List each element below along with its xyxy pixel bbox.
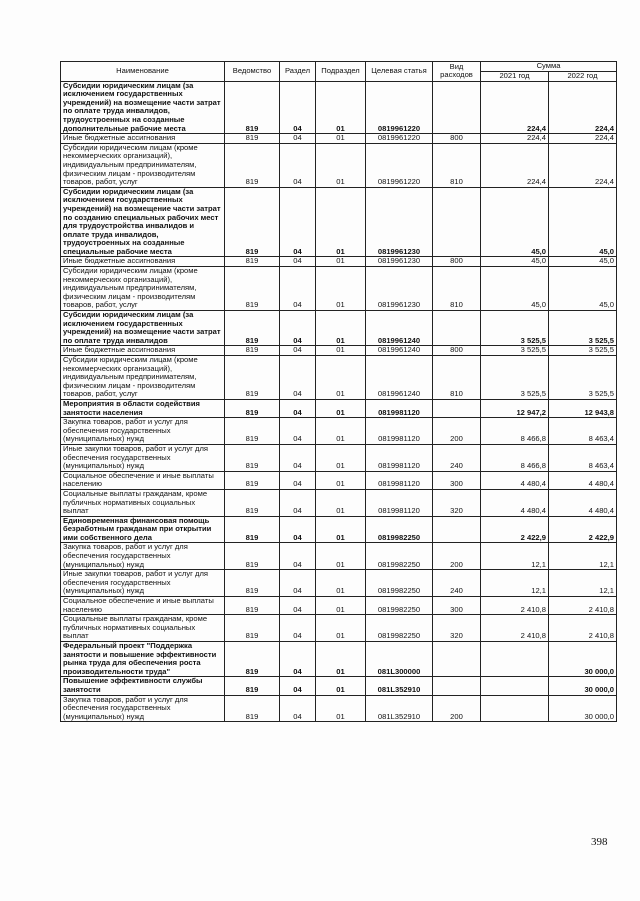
row-target-article: 081L352910 bbox=[366, 677, 433, 695]
row-vedomstvo: 819 bbox=[225, 444, 280, 471]
table-row bbox=[61, 311, 617, 346]
row-sum-2021: 12,1 bbox=[481, 543, 549, 570]
row-target-article: 0819982250 bbox=[366, 597, 433, 615]
row-vedomstvo: 819 bbox=[225, 471, 280, 489]
header-target-article: Целевая статья bbox=[366, 62, 433, 82]
table-row bbox=[61, 570, 617, 597]
row-target-article: 0819961220 bbox=[366, 143, 433, 187]
row-target-article: 0819961220 bbox=[366, 134, 433, 144]
table-row bbox=[61, 143, 617, 187]
row-vedomstvo: 819 bbox=[225, 143, 280, 187]
row-sum-2022: 3 525,5 bbox=[549, 311, 617, 346]
row-podrazdel: 01 bbox=[316, 444, 366, 471]
row-sum-2021: 2 410,8 bbox=[481, 615, 549, 642]
table-row bbox=[61, 615, 617, 642]
budget-table bbox=[60, 61, 617, 722]
row-target-article: 0819961240 bbox=[366, 311, 433, 346]
table-body bbox=[61, 81, 617, 722]
table-row bbox=[61, 187, 617, 257]
row-sum-2022: 12,1 bbox=[549, 570, 617, 597]
header-sum: Сумма bbox=[481, 62, 617, 72]
row-razdel: 04 bbox=[280, 597, 316, 615]
row-vedomstvo: 819 bbox=[225, 134, 280, 144]
row-expense-type: 200 bbox=[433, 543, 481, 570]
row-podrazdel: 01 bbox=[316, 695, 366, 722]
row-expense-type bbox=[433, 516, 481, 543]
row-name: Федеральный проект "Поддержка занятости и повышение эффективности рынка труда для обеспечения роста производительности труда" bbox=[61, 642, 225, 677]
row-podrazdel: 01 bbox=[316, 543, 366, 570]
row-sum-2022: 3 525,5 bbox=[549, 346, 617, 356]
row-sum-2021: 224,4 bbox=[481, 143, 549, 187]
table-row bbox=[61, 597, 617, 615]
row-sum-2022: 2 410,8 bbox=[549, 597, 617, 615]
row-podrazdel: 01 bbox=[316, 267, 366, 311]
row-vedomstvo: 819 bbox=[225, 642, 280, 677]
row-expense-type: 810 bbox=[433, 267, 481, 311]
row-sum-2021: 4 480,4 bbox=[481, 471, 549, 489]
row-razdel: 04 bbox=[280, 418, 316, 445]
row-name: Социальные выплаты гражданам, кроме публичных нормативных социальных выплат bbox=[61, 489, 225, 516]
row-sum-2021: 224,4 bbox=[481, 134, 549, 144]
row-sum-2021: 224,4 bbox=[481, 81, 549, 134]
row-name: Иные закупки товаров, работ и услуг для обеспечения государственных (муниципальных) нужд bbox=[61, 570, 225, 597]
row-razdel: 04 bbox=[280, 444, 316, 471]
row-target-article: 0819961230 bbox=[366, 257, 433, 267]
row-razdel: 04 bbox=[280, 543, 316, 570]
row-target-article: 0819981120 bbox=[366, 399, 433, 417]
row-podrazdel: 01 bbox=[316, 597, 366, 615]
row-expense-type bbox=[433, 311, 481, 346]
row-razdel: 04 bbox=[280, 267, 316, 311]
header-vedomstvo: Ведомство bbox=[225, 62, 280, 82]
row-expense-type: 300 bbox=[433, 471, 481, 489]
row-vedomstvo: 819 bbox=[225, 311, 280, 346]
row-razdel: 04 bbox=[280, 311, 316, 346]
row-sum-2021: 45,0 bbox=[481, 267, 549, 311]
row-sum-2022: 45,0 bbox=[549, 267, 617, 311]
row-razdel: 04 bbox=[280, 187, 316, 257]
row-vedomstvo: 819 bbox=[225, 81, 280, 134]
row-expense-type: 810 bbox=[433, 356, 481, 400]
row-podrazdel: 01 bbox=[316, 489, 366, 516]
row-razdel: 04 bbox=[280, 81, 316, 134]
row-vedomstvo: 819 bbox=[225, 677, 280, 695]
row-name: Субсидии юридическим лицам (кроме некоммерческих организаций), индивидуальным предпринимателям, физическим лицам - производителям товаров, работ, услуг bbox=[61, 267, 225, 311]
row-vedomstvo: 819 bbox=[225, 257, 280, 267]
row-sum-2022: 2 422,9 bbox=[549, 516, 617, 543]
row-vedomstvo: 819 bbox=[225, 570, 280, 597]
row-sum-2021: 8 466,8 bbox=[481, 444, 549, 471]
row-razdel: 04 bbox=[280, 516, 316, 543]
row-expense-type bbox=[433, 81, 481, 134]
row-expense-type bbox=[433, 677, 481, 695]
row-name: Единовременная финансовая помощь безработным гражданам при открытии ими собственного дела bbox=[61, 516, 225, 543]
row-sum-2021: 4 480,4 bbox=[481, 489, 549, 516]
row-name: Иные бюджетные ассигнования bbox=[61, 346, 225, 356]
table-row bbox=[61, 81, 617, 134]
row-razdel: 04 bbox=[280, 570, 316, 597]
row-razdel: 04 bbox=[280, 677, 316, 695]
row-name: Субсидии юридическим лицам (за исключением государственных учреждений) на возмещение части затрат по созданию специальных рабочих мест для трудоустройства инвалидов и оплате труда инвалидов, трудоустроенных на созданные специальные рабочие места bbox=[61, 187, 225, 257]
row-razdel: 04 bbox=[280, 356, 316, 400]
row-expense-type bbox=[433, 399, 481, 417]
row-expense-type bbox=[433, 187, 481, 257]
header-year-2021: 2021 год bbox=[481, 71, 549, 81]
table-row bbox=[61, 346, 617, 356]
table-row bbox=[61, 471, 617, 489]
row-sum-2022: 8 463,4 bbox=[549, 444, 617, 471]
row-razdel: 04 bbox=[280, 399, 316, 417]
row-name: Субсидии юридическим лицам (за исключением государственных учреждений) на возмещение части затрат по оплате труда инвалидов, трудоустроенных на созданные дополнительные рабочие места bbox=[61, 81, 225, 134]
row-name: Иные бюджетные ассигнования bbox=[61, 134, 225, 144]
row-name: Закупка товаров, работ и услуг для обеспечения государственных (муниципальных) нужд bbox=[61, 543, 225, 570]
row-sum-2021 bbox=[481, 695, 549, 722]
row-sum-2021: 3 525,5 bbox=[481, 346, 549, 356]
row-expense-type: 320 bbox=[433, 615, 481, 642]
row-target-article: 0819981120 bbox=[366, 471, 433, 489]
row-name: Субсидии юридическим лицам (кроме некоммерческих организаций), индивидуальным предпринимателям, физическим лицам - производителям товаров, работ, услуг bbox=[61, 143, 225, 187]
row-vedomstvo: 819 bbox=[225, 187, 280, 257]
row-sum-2021: 3 525,5 bbox=[481, 356, 549, 400]
row-target-article: 0819981120 bbox=[366, 444, 433, 471]
row-sum-2021: 45,0 bbox=[481, 187, 549, 257]
row-sum-2022: 12,1 bbox=[549, 543, 617, 570]
row-sum-2022: 3 525,5 bbox=[549, 356, 617, 400]
table-row bbox=[61, 134, 617, 144]
row-podrazdel: 01 bbox=[316, 356, 366, 400]
row-sum-2022: 4 480,4 bbox=[549, 471, 617, 489]
row-podrazdel: 01 bbox=[316, 516, 366, 543]
row-podrazdel: 01 bbox=[316, 399, 366, 417]
page-number: 398 bbox=[591, 836, 608, 848]
row-podrazdel: 01 bbox=[316, 677, 366, 695]
table-row bbox=[61, 418, 617, 445]
table-row bbox=[61, 695, 617, 722]
row-target-article: 0819982250 bbox=[366, 516, 433, 543]
row-vedomstvo: 819 bbox=[225, 356, 280, 400]
row-sum-2022: 224,4 bbox=[549, 143, 617, 187]
row-sum-2021: 2 410,8 bbox=[481, 597, 549, 615]
row-sum-2021 bbox=[481, 642, 549, 677]
row-name: Субсидии юридическим лицам (за исключением государственных учреждений) на возмещение части затрат по оплате труда инвалидов bbox=[61, 311, 225, 346]
row-sum-2021: 8 466,8 bbox=[481, 418, 549, 445]
header-razdel: Раздел bbox=[280, 62, 316, 82]
table-row bbox=[61, 677, 617, 695]
row-target-article: 0819961230 bbox=[366, 267, 433, 311]
header-year-2022: 2022 год bbox=[549, 71, 617, 81]
row-razdel: 04 bbox=[280, 346, 316, 356]
row-target-article: 0819961220 bbox=[366, 81, 433, 134]
header-podrazdel: Подраздел bbox=[316, 62, 366, 82]
table-row bbox=[61, 543, 617, 570]
row-name: Социальные выплаты гражданам, кроме публичных нормативных социальных выплат bbox=[61, 615, 225, 642]
row-expense-type: 810 bbox=[433, 143, 481, 187]
row-sum-2021: 12,1 bbox=[481, 570, 549, 597]
row-podrazdel: 01 bbox=[316, 615, 366, 642]
row-name: Повышение эффективности службы занятости bbox=[61, 677, 225, 695]
row-vedomstvo: 819 bbox=[225, 489, 280, 516]
row-razdel: 04 bbox=[280, 471, 316, 489]
row-target-article: 0819961240 bbox=[366, 346, 433, 356]
row-sum-2022: 30 000,0 bbox=[549, 695, 617, 722]
row-name: Субсидии юридическим лицам (кроме некоммерческих организаций), индивидуальным предпринимателям, физическим лицам - производителям товаров, работ, услуг bbox=[61, 356, 225, 400]
header-expense-type: Вид расходов bbox=[433, 62, 481, 82]
row-sum-2021: 12 947,2 bbox=[481, 399, 549, 417]
table-row bbox=[61, 444, 617, 471]
row-vedomstvo: 819 bbox=[225, 695, 280, 722]
row-expense-type: 800 bbox=[433, 257, 481, 267]
row-podrazdel: 01 bbox=[316, 134, 366, 144]
row-razdel: 04 bbox=[280, 642, 316, 677]
row-name: Мероприятия в области содействия занятости населения bbox=[61, 399, 225, 417]
row-razdel: 04 bbox=[280, 695, 316, 722]
row-target-article: 0819982250 bbox=[366, 570, 433, 597]
row-expense-type: 200 bbox=[433, 695, 481, 722]
row-podrazdel: 01 bbox=[316, 257, 366, 267]
row-target-article: 0819981120 bbox=[366, 489, 433, 516]
table-row bbox=[61, 356, 617, 400]
row-podrazdel: 01 bbox=[316, 642, 366, 677]
row-sum-2022: 45,0 bbox=[549, 257, 617, 267]
row-sum-2022: 45,0 bbox=[549, 187, 617, 257]
row-target-article: 0819961230 bbox=[366, 187, 433, 257]
row-vedomstvo: 819 bbox=[225, 615, 280, 642]
row-sum-2022: 8 463,4 bbox=[549, 418, 617, 445]
row-sum-2022: 224,4 bbox=[549, 134, 617, 144]
row-expense-type: 320 bbox=[433, 489, 481, 516]
table-row bbox=[61, 257, 617, 267]
row-target-article: 081L300000 bbox=[366, 642, 433, 677]
table-row bbox=[61, 516, 617, 543]
row-expense-type bbox=[433, 642, 481, 677]
row-vedomstvo: 819 bbox=[225, 597, 280, 615]
row-target-article: 0819961240 bbox=[366, 356, 433, 400]
row-name: Социальное обеспечение и иные выплаты населению bbox=[61, 597, 225, 615]
row-expense-type: 200 bbox=[433, 418, 481, 445]
row-sum-2021: 45,0 bbox=[481, 257, 549, 267]
row-razdel: 04 bbox=[280, 257, 316, 267]
row-expense-type: 240 bbox=[433, 444, 481, 471]
row-name: Закупка товаров, работ и услуг для обеспечения государственных (муниципальных) нужд bbox=[61, 418, 225, 445]
row-sum-2022: 30 000,0 bbox=[549, 677, 617, 695]
header-name: Наименование bbox=[61, 62, 225, 82]
row-razdel: 04 bbox=[280, 615, 316, 642]
row-name: Иные закупки товаров, работ и услуг для обеспечения государственных (муниципальных) нужд bbox=[61, 444, 225, 471]
row-razdel: 04 bbox=[280, 134, 316, 144]
row-vedomstvo: 819 bbox=[225, 418, 280, 445]
row-expense-type: 240 bbox=[433, 570, 481, 597]
row-vedomstvo: 819 bbox=[225, 516, 280, 543]
row-podrazdel: 01 bbox=[316, 187, 366, 257]
table-row bbox=[61, 642, 617, 677]
row-vedomstvo: 819 bbox=[225, 346, 280, 356]
row-sum-2022: 4 480,4 bbox=[549, 489, 617, 516]
row-sum-2021: 2 422,9 bbox=[481, 516, 549, 543]
row-podrazdel: 01 bbox=[316, 471, 366, 489]
row-target-article: 0819982250 bbox=[366, 615, 433, 642]
row-vedomstvo: 819 bbox=[225, 399, 280, 417]
row-expense-type: 300 bbox=[433, 597, 481, 615]
row-razdel: 04 bbox=[280, 143, 316, 187]
row-expense-type: 800 bbox=[433, 134, 481, 144]
row-podrazdel: 01 bbox=[316, 311, 366, 346]
table-row bbox=[61, 267, 617, 311]
row-vedomstvo: 819 bbox=[225, 267, 280, 311]
row-name: Социальное обеспечение и иные выплаты населению bbox=[61, 471, 225, 489]
row-sum-2021: 3 525,5 bbox=[481, 311, 549, 346]
row-razdel: 04 bbox=[280, 489, 316, 516]
row-sum-2022: 12 943,8 bbox=[549, 399, 617, 417]
row-name: Закупка товаров, работ и услуг для обеспечения государственных (муниципальных) нужд bbox=[61, 695, 225, 722]
row-name: Иные бюджетные ассигнования bbox=[61, 257, 225, 267]
row-podrazdel: 01 bbox=[316, 418, 366, 445]
row-sum-2021 bbox=[481, 677, 549, 695]
row-vedomstvo: 819 bbox=[225, 543, 280, 570]
table-row bbox=[61, 489, 617, 516]
row-podrazdel: 01 bbox=[316, 570, 366, 597]
row-target-article: 0819982250 bbox=[366, 543, 433, 570]
row-sum-2022: 2 410,8 bbox=[549, 615, 617, 642]
row-target-article: 0819981120 bbox=[366, 418, 433, 445]
row-sum-2022: 224,4 bbox=[549, 81, 617, 134]
row-expense-type: 800 bbox=[433, 346, 481, 356]
row-podrazdel: 01 bbox=[316, 346, 366, 356]
table-row bbox=[61, 399, 617, 417]
row-podrazdel: 01 bbox=[316, 143, 366, 187]
row-podrazdel: 01 bbox=[316, 81, 366, 134]
row-sum-2022: 30 000,0 bbox=[549, 642, 617, 677]
row-target-article: 081L352910 bbox=[366, 695, 433, 722]
